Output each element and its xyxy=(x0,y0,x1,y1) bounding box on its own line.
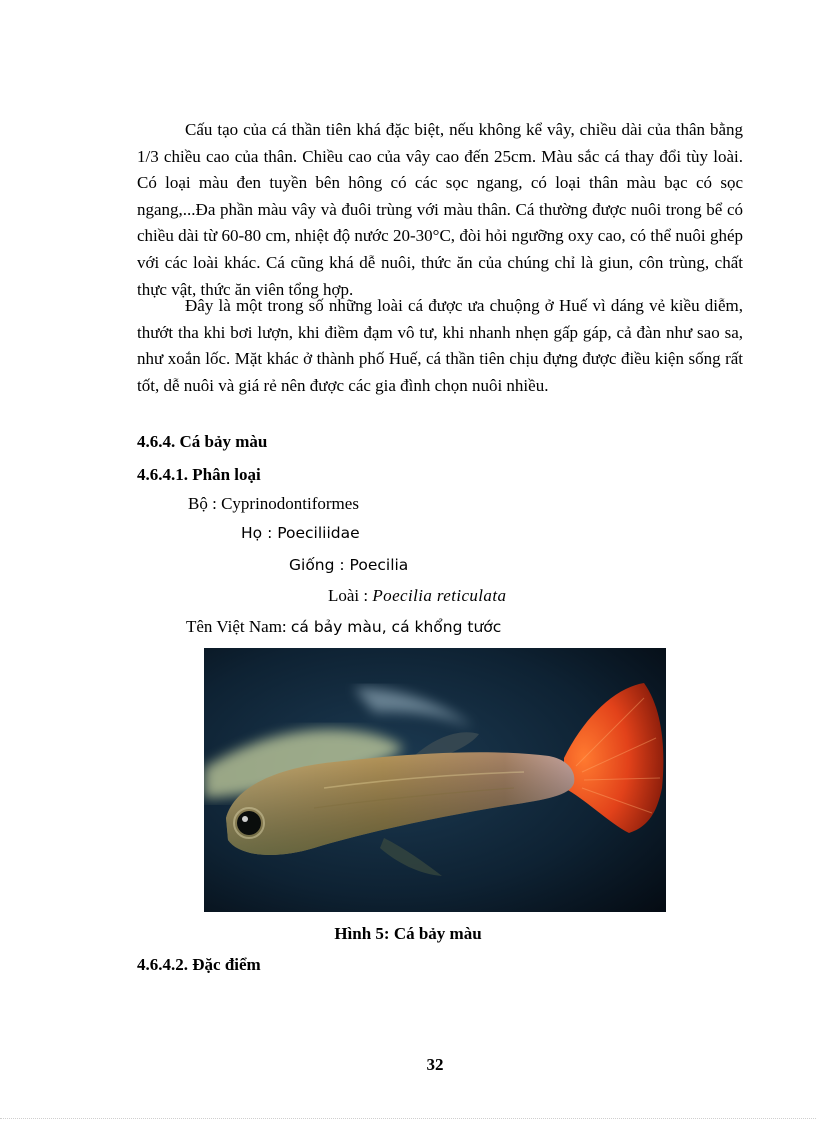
paragraph-text: Cấu tạo của cá thần tiên khá đặc biệt, nếu không kể vây, chiều dài của thân bằng 1/3 chiều cao của thân. Chiều cao của vây cao đến 25cm. Màu sắc cá thay đổi tùy loài. Có loại màu đen tuyền bên hông có các sọc ngang, có loại thân màu bạc có sọc ngang,...Đa phần màu vây và đuôi trùng với màu thân. Cá thường được nuôi trong bể có chiều dài từ 60-80 cm, nhiệt độ nước 20-30°C, đòi hỏi ngưỡng oxy cao, có thể nuôi ghép với các loài khác. Cá cũng khá dễ nuôi, thức ăn của chúng chỉ là giun, côn trùng, chất thực vật, thức ăn viên tổng hợp. xyxy=(137,120,743,299)
paragraph-angelfish-hue xyxy=(137,293,743,399)
page-bottom-divider xyxy=(0,1118,816,1120)
paragraph-angelfish-structure xyxy=(137,117,743,303)
taxon-genus-label: Giống : xyxy=(289,556,350,574)
page-number: 32 xyxy=(426,1055,444,1074)
vietnamese-name-value: cá bảy màu, cá khổng tước xyxy=(290,618,502,636)
guppy-photo xyxy=(204,648,666,912)
taxon-order-label: Bộ : xyxy=(188,494,222,513)
taxon-family-label: Họ : xyxy=(241,524,278,542)
taxon-species-value: Poecilia reticulata xyxy=(372,586,507,605)
guppy-illustration xyxy=(204,648,666,912)
vietnamese-name-label: Tên Việt Nam: xyxy=(186,617,291,636)
taxon-family-value: Poeciliidae xyxy=(277,524,360,542)
vietnamese-name xyxy=(186,617,501,637)
taxon-order xyxy=(188,494,359,514)
subsection-heading-classification: 4.6.4.1. Phân loại xyxy=(137,465,261,484)
section-heading: 4.6.4. Cá bảy màu xyxy=(137,432,268,451)
taxon-order-value: Cyprinodontiformes xyxy=(221,494,359,513)
taxon-species xyxy=(328,586,506,606)
taxon-family xyxy=(241,524,360,542)
figure-caption: Hình 5: Cá bảy màu xyxy=(334,924,482,943)
subsection-heading-characteristics: 4.6.4.2. Đặc điểm xyxy=(137,955,261,974)
paragraph-text: Đây là một trong số những loài cá được ưa chuộng ở Huế vì dáng vẻ kiều diễm, thướt tha khi bơi lượn, khi điềm đạm vô tư, khi nhanh nhẹn gấp gáp, cả đàn như sao sa, như xoắn lốc. Mặt khác ở thành phố Huế, cá thần tiên chịu đựng được điều kiện sống rất tốt, dễ nuôi và giá rẻ nên được các gia đình chọn nuôi nhiều. xyxy=(137,296,743,395)
taxon-genus xyxy=(289,556,408,574)
taxon-genus-value: Poecilia xyxy=(349,556,409,574)
taxon-species-label: Loài : xyxy=(328,586,373,605)
